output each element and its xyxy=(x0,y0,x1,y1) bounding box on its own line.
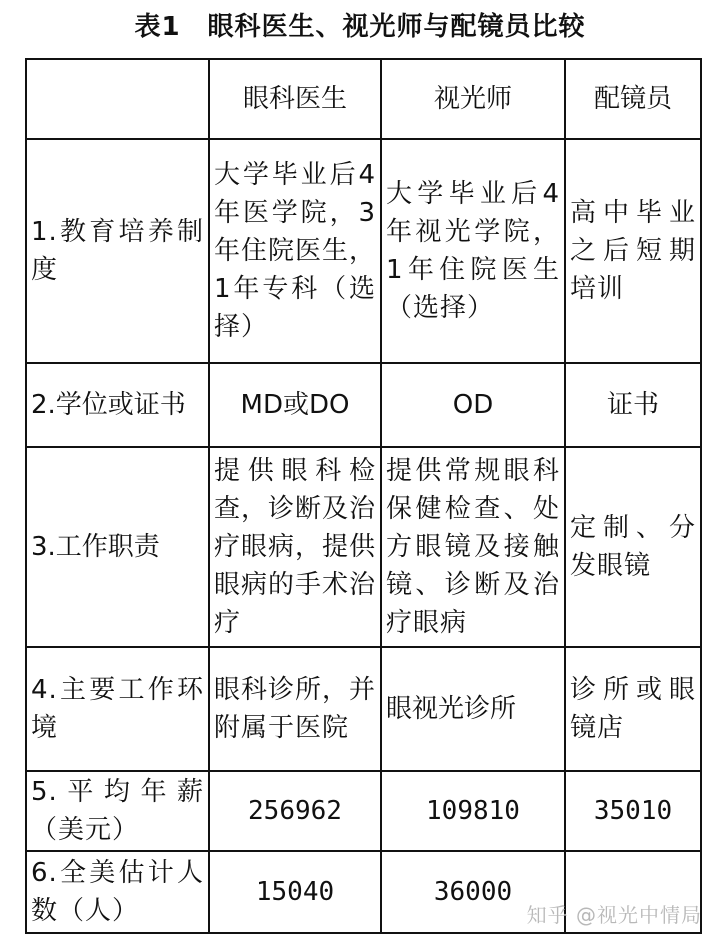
header-ophthalmologist: 眼科医生 xyxy=(209,59,381,139)
table-cell: OD xyxy=(381,363,565,447)
header-row xyxy=(26,59,701,139)
table-row xyxy=(26,771,701,851)
table-cell: 提供常规眼科保健检查、处方眼镜及接触镜、诊断及治疗眼病 xyxy=(381,447,565,647)
table-cell: 高中毕业之后短期培训 xyxy=(565,139,701,363)
table-cell: 15040 xyxy=(209,851,381,933)
table-cell: 109810 xyxy=(381,771,565,851)
row-label: 1.教育培养制度 xyxy=(26,139,209,363)
table-cell: 定制、分发眼镜 xyxy=(565,447,701,647)
table-cell: MD或DO xyxy=(209,363,381,447)
table-cell: 证书 xyxy=(565,363,701,447)
row-label: 6.全美估计人数（人） xyxy=(26,851,209,933)
header-optician: 配镜员 xyxy=(565,59,701,139)
table-cell: 提供眼科检查，诊断及治疗眼病，提供眼病的手术治疗 xyxy=(209,447,381,647)
watermark: 知乎 @视光中情局 xyxy=(526,903,702,927)
table-cell: 眼科诊所，并附属于医院 xyxy=(209,647,381,771)
row-label: 3.工作职责 xyxy=(26,447,209,647)
row-label: 4.主要工作环境 xyxy=(26,647,209,771)
table-cell: 大学毕业后4年视光学院，1年住院医生（选择） xyxy=(381,139,565,363)
header-optometrist: 视光师 xyxy=(381,59,565,139)
row-label: 5.平均年薪（美元） xyxy=(26,771,209,851)
comparison-table xyxy=(25,58,702,934)
header-empty-cell xyxy=(26,59,209,139)
table-cell: 35010 xyxy=(565,771,701,851)
row-label: 2.学位或证书 xyxy=(26,363,209,447)
table-cell: 大学毕业后4年医学院，3年住院医生，1年专科（选择） xyxy=(209,139,381,363)
table-row xyxy=(26,447,701,647)
table-row xyxy=(26,647,701,771)
table-row xyxy=(26,363,701,447)
table-cell: 诊所或眼镜店 xyxy=(565,647,701,771)
table-title: 表1 眼科医生、视光师与配镜员比较 xyxy=(134,12,586,42)
table-row xyxy=(26,139,701,363)
table-cell: 眼视光诊所 xyxy=(381,647,565,771)
table-cell: 256962 xyxy=(209,771,381,851)
table-cell: 36000 xyxy=(381,851,565,933)
